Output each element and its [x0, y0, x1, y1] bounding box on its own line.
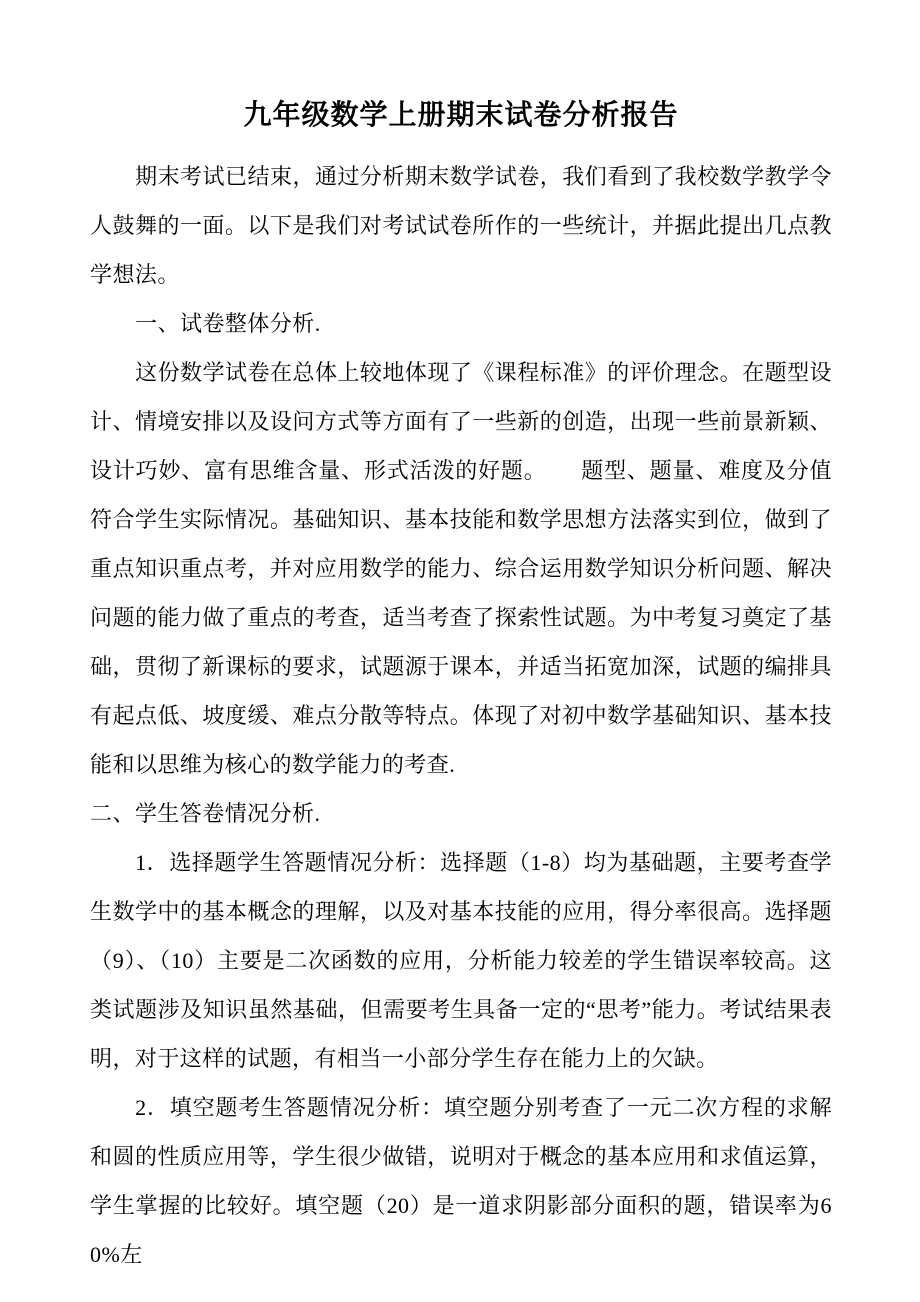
document-title: 九年级数学上册期末试卷分析报告 — [243, 100, 679, 131]
paragraph-section2-item2: 2．填空题考生答题情况分析：填空题分别考查了一元二次方程的求解和圆的性质应用等，学生很少做错，说明对于概念的基本应用和求值运算，学生掌握的比较好。填空题（20）是一道求阴影部分面积的题，错误率为60%左 — [90, 1095, 832, 1267]
paragraph-section1-body: 这份数学试卷在总体上较地体现了《课程标准》的评价理念。在题型设计、情境安排以及设问方式等方面有了一些新的创造，出现一些前景新颖、设计巧妙、富有思维含量、形式活泼的好题。 题型、题量、难度及分值符合学生实际情况。基础知识、基本技能和数学思想方法落实到位，做到了重点知识重点考，并对应用数学的能力、综合运用数学知识分析问题、解决问题的能力做了重点的考查，适当考查了探索性试题。为中考复习奠定了基础，贯彻了新课标的要求，试题源于课本，并适当拓宽加深，试题的编排具有起点低、坡度缓、难点分散等特点。体现了对初中数学基础知识、基本技能和以思维为核心的数学能力的考查. — [90, 360, 832, 777]
paragraph-section2-item1: 1．选择题学生答题情况分析：选择题（1-8）均为基础题，主要考查学生数学中的基本概念的理解，以及对基本技能的应用，得分率很高。选择题（9）、（10）主要是二次函数的应用，分析能力较差的学生错误率较高。这类试题涉及知识虽然基础，但需要考生具备一定的“思考”能力。考试结果表明，对于这样的试题，有相当一小部分学生存在能力上的欠缺。 — [90, 850, 832, 1071]
paragraph-section2-heading: 二、学生答卷情况分析. — [90, 801, 321, 826]
paragraph-section1-heading: 一、试卷整体分析. — [135, 311, 321, 336]
paragraph-intro: 期末考试已结束，通过分析期末数学试卷，我们看到了我校数学教学令人鼓舞的一面。以下是我们对考试试卷所作的一些统计，并据此提出几点教学想法。 — [90, 164, 832, 287]
